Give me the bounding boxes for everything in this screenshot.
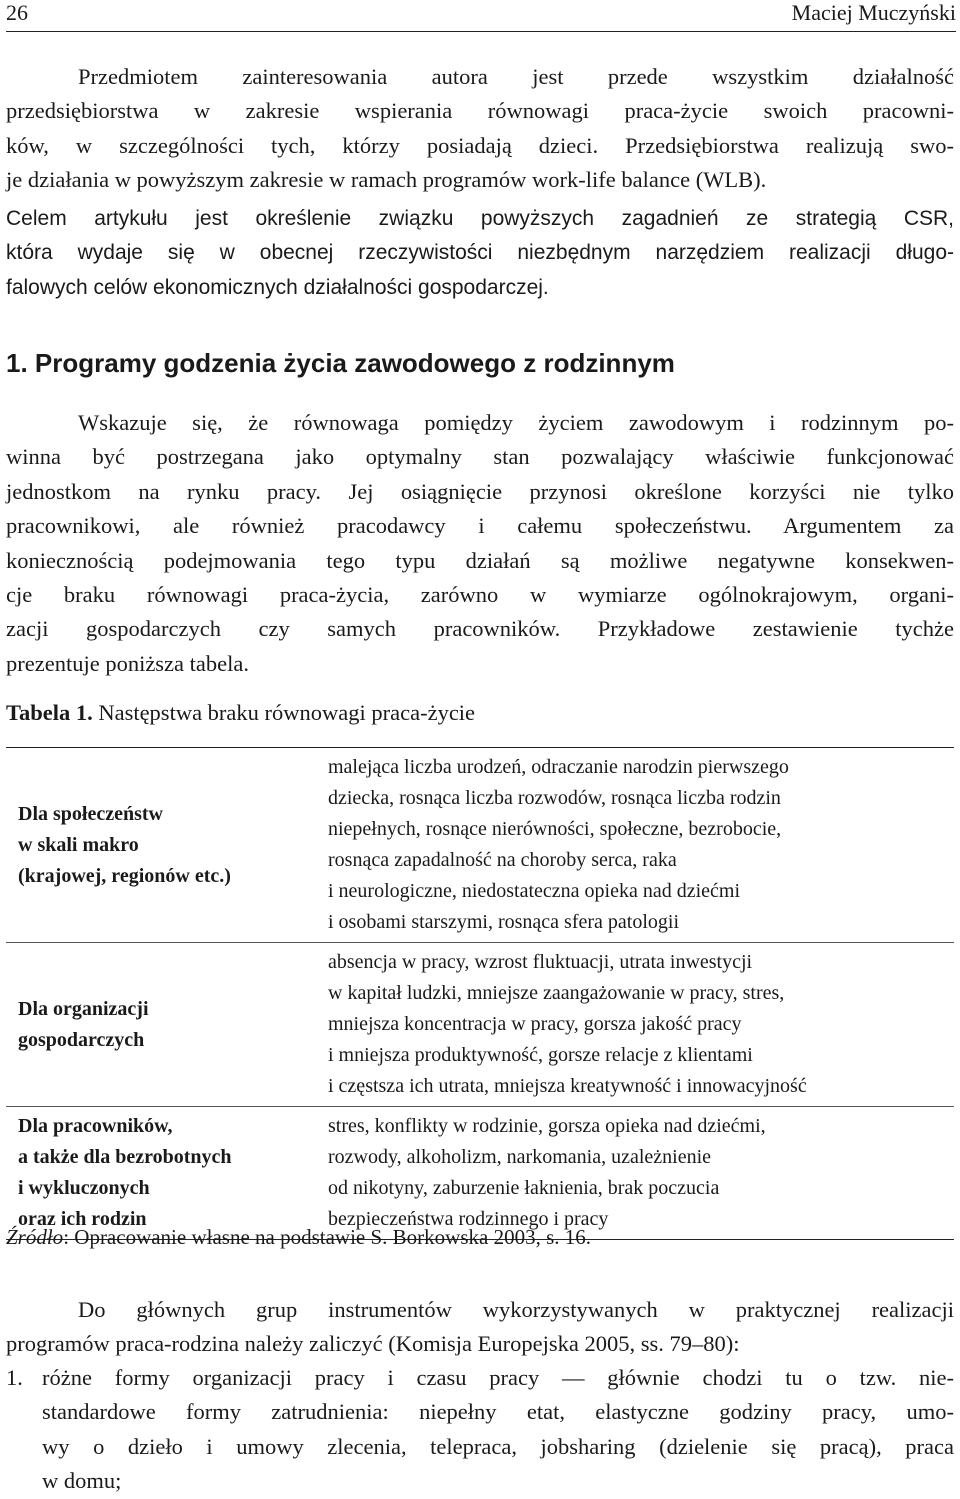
group-line: gospodarczych xyxy=(18,1028,145,1051)
text-line: przedsiębiorstwa w zakresie wspierania równowagi praca-życie swoich pracowni- xyxy=(6,98,954,124)
effects-line: absencja w pracy, wzrost fluktuacji, utrata inwestycji xyxy=(328,951,753,973)
effects-line: i mniejsza produktywność, gorsze relacje z klientami xyxy=(328,1044,753,1066)
text-line: prezentuje poniższa tabela. xyxy=(6,650,249,676)
effects-line: niepełnych, rosnące nierówności, społeczne, bezrobocie, xyxy=(328,818,782,840)
text-line: Celem artykułu jest określenie związku powyższych zagadnień ze strategią CSR, xyxy=(6,207,954,230)
text-line: standardowe formy zatrudnienia: niepełny etat, elastyczne godziny pracy, umo- xyxy=(42,1399,954,1425)
table-label: Tabela 1. xyxy=(6,700,93,725)
table-caption xyxy=(6,700,475,726)
text-line: ków, w szczególności tych, którzy posiadają dzieci. Przedsiębiorstwa realizują swo- xyxy=(6,132,954,158)
paragraph-balance xyxy=(6,406,954,681)
text-line: Wskazuje się, że równowaga pomiędzy życiem zawodowym i rodzinnym po- xyxy=(78,410,954,435)
text-line: koniecznością podejmowania tego typu działań są możliwe negatywne konsekwen- xyxy=(6,547,954,573)
group-line: (krajowej, regionów etc.) xyxy=(18,864,231,887)
effects-line: dziecka, rosnąca liczba rozwodów, rosnąca liczba rodzin xyxy=(328,787,781,809)
group-line: Dla społeczeństw xyxy=(18,802,163,825)
paragraph-aim xyxy=(6,202,954,305)
effects-line: od nikotyny, zaburzenie łaknienia, brak poczucia xyxy=(328,1177,720,1199)
group-cell xyxy=(6,943,324,1107)
table-source xyxy=(6,1225,591,1250)
text-line: zacji gospodarczych czy samych pracowników. Przykładowe zestawienie tychże xyxy=(6,616,954,642)
group-line: Dla pracowników, xyxy=(18,1115,173,1137)
paragraph-instruments xyxy=(6,1293,954,1362)
effects-line: rozwody, alkoholizm, narkomania, uzależnienie xyxy=(328,1146,711,1168)
text-line: pracownikowi, ale również pracodawcy i całemu społeczeństwu. Argumentem za xyxy=(6,513,954,539)
group-line: Dla organizacji xyxy=(18,997,149,1020)
effects-line: stres, konflikty w rodzinie, gorsza opieka nad dziećmi, xyxy=(328,1115,766,1137)
text-line: falowych celów ekonomicznych działalności gospodarczej. xyxy=(6,275,549,299)
effects-line: w kapitał ludzki, mniejsze zaangażowanie w pracy, stres, xyxy=(328,982,785,1004)
text-line: Do głównych grup instrumentów wykorzystywanych w praktycznej realizacji xyxy=(78,1297,954,1322)
group-cell xyxy=(6,748,324,943)
consequences-table xyxy=(6,747,954,1240)
effects-cell xyxy=(324,1107,954,1240)
effects-line: i osobami starszymi, rosnąca sfera patologii xyxy=(328,911,680,933)
effects-cell xyxy=(324,748,954,943)
table-row xyxy=(6,748,954,943)
list-item xyxy=(6,1361,954,1499)
text-line: cje braku równowagi praca-życia, zarówno w wymiarze ogólnokrajowym, organi- xyxy=(6,582,954,608)
effects-line: bezpieczeństwa rodzinnego i pracy xyxy=(328,1208,609,1230)
effects-line: rosnąca zapadalność na choroby serca, raka xyxy=(328,849,677,871)
group-line: a także dla bezrobotnych xyxy=(18,1146,232,1168)
group-line: w skali makro xyxy=(18,833,139,856)
table-row xyxy=(6,943,954,1107)
text-line: winna być postrzegana jako optymalny stan pozwalający właściwie funkcjonować xyxy=(6,444,954,470)
source-text: : Opracowanie własne na podstawie S. Borkowska 2003, s. 16. xyxy=(63,1225,592,1249)
text-line: programów praca-rodzina należy zaliczyć (Komisja Europejska 2005, ss. 79–80): xyxy=(6,1331,740,1357)
text-line: która wydaje się w obecnej rzeczywistości niezbędnym narzędziem realizacji długo- xyxy=(6,241,954,265)
effects-line: i częstsza ich utrata, mniejsza kreatywność i innowacyjność xyxy=(328,1075,807,1097)
text-line: różne formy organizacji pracy i czasu pracy — głównie chodzi tu o tzw. nie- xyxy=(42,1365,954,1390)
paragraph-intro xyxy=(6,60,954,198)
group-line: i wykluczonych xyxy=(18,1177,150,1199)
running-author: Maciej Muczyński xyxy=(791,0,956,25)
text-line: wy o dzieło i umowy zlecenia, telepraca, jobsharing (dzielenie się pracą), praca xyxy=(42,1433,954,1459)
effects-cell xyxy=(324,943,954,1107)
section-heading: 1. Programy godzenia życia zawodowego z rodzinnym xyxy=(6,348,675,378)
effects-line: malejąca liczba urodzeń, odraczanie narodzin pierwszego xyxy=(328,756,789,778)
effects-line: i neurologiczne, niedostateczna opieka nad dziećmi xyxy=(328,880,741,902)
page-number: 26 xyxy=(6,0,28,25)
source-label: Źródło xyxy=(6,1225,64,1249)
table-row xyxy=(6,1107,954,1240)
table-title: Następstwa braku równowagi praca-życie xyxy=(98,700,476,725)
running-header xyxy=(6,0,956,32)
effects-line: mniejsza koncentracja w pracy, gorsza jakość pracy xyxy=(328,1013,742,1035)
instruments-list xyxy=(6,1361,954,1499)
group-cell xyxy=(6,1107,324,1240)
text-line: w domu; xyxy=(42,1468,122,1494)
text-line: Przedmiotem zainteresowania autora jest przede wszystkim działalność xyxy=(78,64,954,89)
group-line: oraz ich rodzin xyxy=(18,1208,147,1230)
text-line: jednostkom na rynku pracy. Jej osiągnięcie przynosi określone korzyści nie tylko xyxy=(6,478,954,504)
text-line: je działania w powyższym zakresie w ramach programów work-life balance (WLB). xyxy=(6,167,767,193)
list-marker: 1. xyxy=(6,1365,23,1390)
